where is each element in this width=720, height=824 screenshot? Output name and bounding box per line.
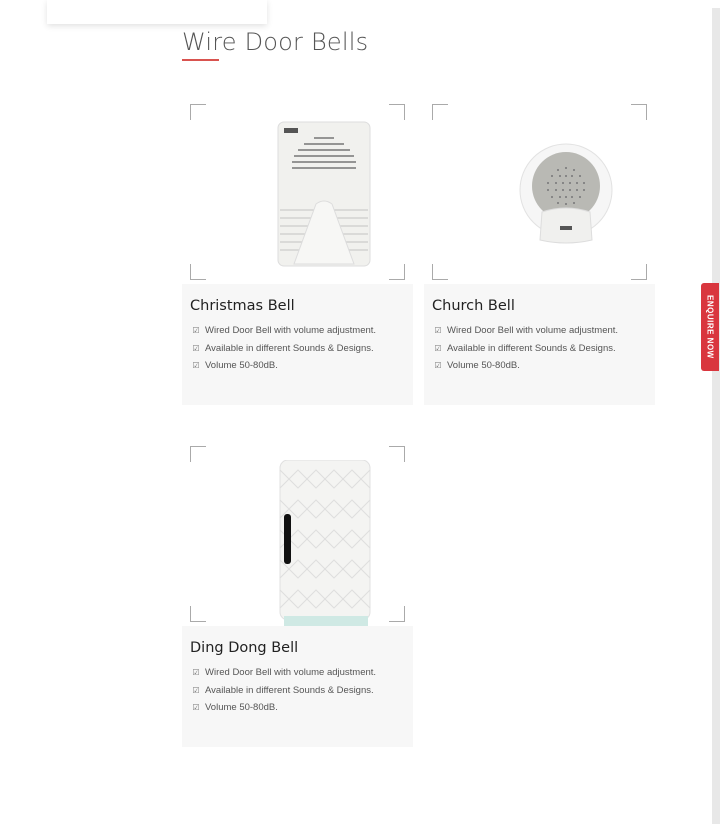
product-info bbox=[424, 284, 655, 405]
check-icon: ☑ bbox=[192, 668, 200, 678]
frame-corner bbox=[190, 606, 206, 622]
product-name[interactable]: Church Bell bbox=[432, 298, 515, 314]
product-image[interactable] bbox=[182, 444, 413, 626]
enquire-now-label: ENQUIRE NOW bbox=[705, 295, 715, 359]
product-info bbox=[182, 626, 413, 747]
product-info bbox=[182, 284, 413, 405]
feature-item: ☑ Volume 50-80dB. bbox=[190, 357, 405, 375]
frame-corner bbox=[432, 264, 448, 280]
product-image[interactable] bbox=[424, 102, 655, 284]
check-icon: ☑ bbox=[192, 326, 200, 336]
check-icon: ☑ bbox=[192, 343, 200, 353]
check-icon: ☑ bbox=[434, 326, 442, 336]
product-image[interactable] bbox=[182, 102, 413, 284]
feature-item: ☑ Available in different Sounds & Designs. bbox=[190, 340, 405, 358]
check-icon: ☑ bbox=[434, 361, 442, 371]
frame-corner bbox=[631, 264, 647, 280]
frame-corner bbox=[432, 104, 448, 120]
dropdown-card bbox=[47, 0, 267, 24]
frame-corner bbox=[190, 446, 206, 462]
feature-item: ☑ Wired Door Bell with volume adjustment. bbox=[190, 664, 405, 682]
product-name[interactable]: Christmas Bell bbox=[190, 298, 295, 314]
feature-item: ☑ Wired Door Bell with volume adjustment. bbox=[190, 322, 405, 340]
frame-corner bbox=[389, 264, 405, 280]
christmas-bell-image bbox=[274, 120, 374, 270]
scrollbar[interactable] bbox=[712, 8, 720, 824]
product-card[interactable] bbox=[182, 444, 413, 747]
frame-corner bbox=[631, 104, 647, 120]
title-underline bbox=[182, 59, 219, 61]
check-icon: ☑ bbox=[434, 343, 442, 353]
feature-item: ☑ Available in different Sounds & Designs. bbox=[190, 682, 405, 700]
check-icon: ☑ bbox=[192, 361, 200, 371]
feature-item: ☑ Wired Door Bell with volume adjustment. bbox=[432, 322, 647, 340]
church-bell-image bbox=[516, 142, 616, 248]
ding-dong-bell-image bbox=[278, 460, 374, 626]
frame-corner bbox=[190, 264, 206, 280]
feature-item: ☑ Volume 50-80dB. bbox=[432, 357, 647, 375]
frame-corner bbox=[389, 606, 405, 622]
feature-item: ☑ Volume 50-80dB. bbox=[190, 699, 405, 717]
feature-item: ☑ Available in different Sounds & Designs. bbox=[432, 340, 647, 358]
check-icon: ☑ bbox=[192, 685, 200, 695]
frame-corner bbox=[389, 104, 405, 120]
frame-corner bbox=[190, 104, 206, 120]
enquire-now-button[interactable] bbox=[701, 283, 719, 371]
product-name[interactable]: Ding Dong Bell bbox=[190, 640, 299, 656]
product-card[interactable] bbox=[182, 102, 413, 405]
product-card[interactable] bbox=[424, 102, 655, 405]
section-title: Wire Door Bells bbox=[182, 28, 369, 56]
frame-corner bbox=[389, 446, 405, 462]
check-icon: ☑ bbox=[192, 703, 200, 713]
